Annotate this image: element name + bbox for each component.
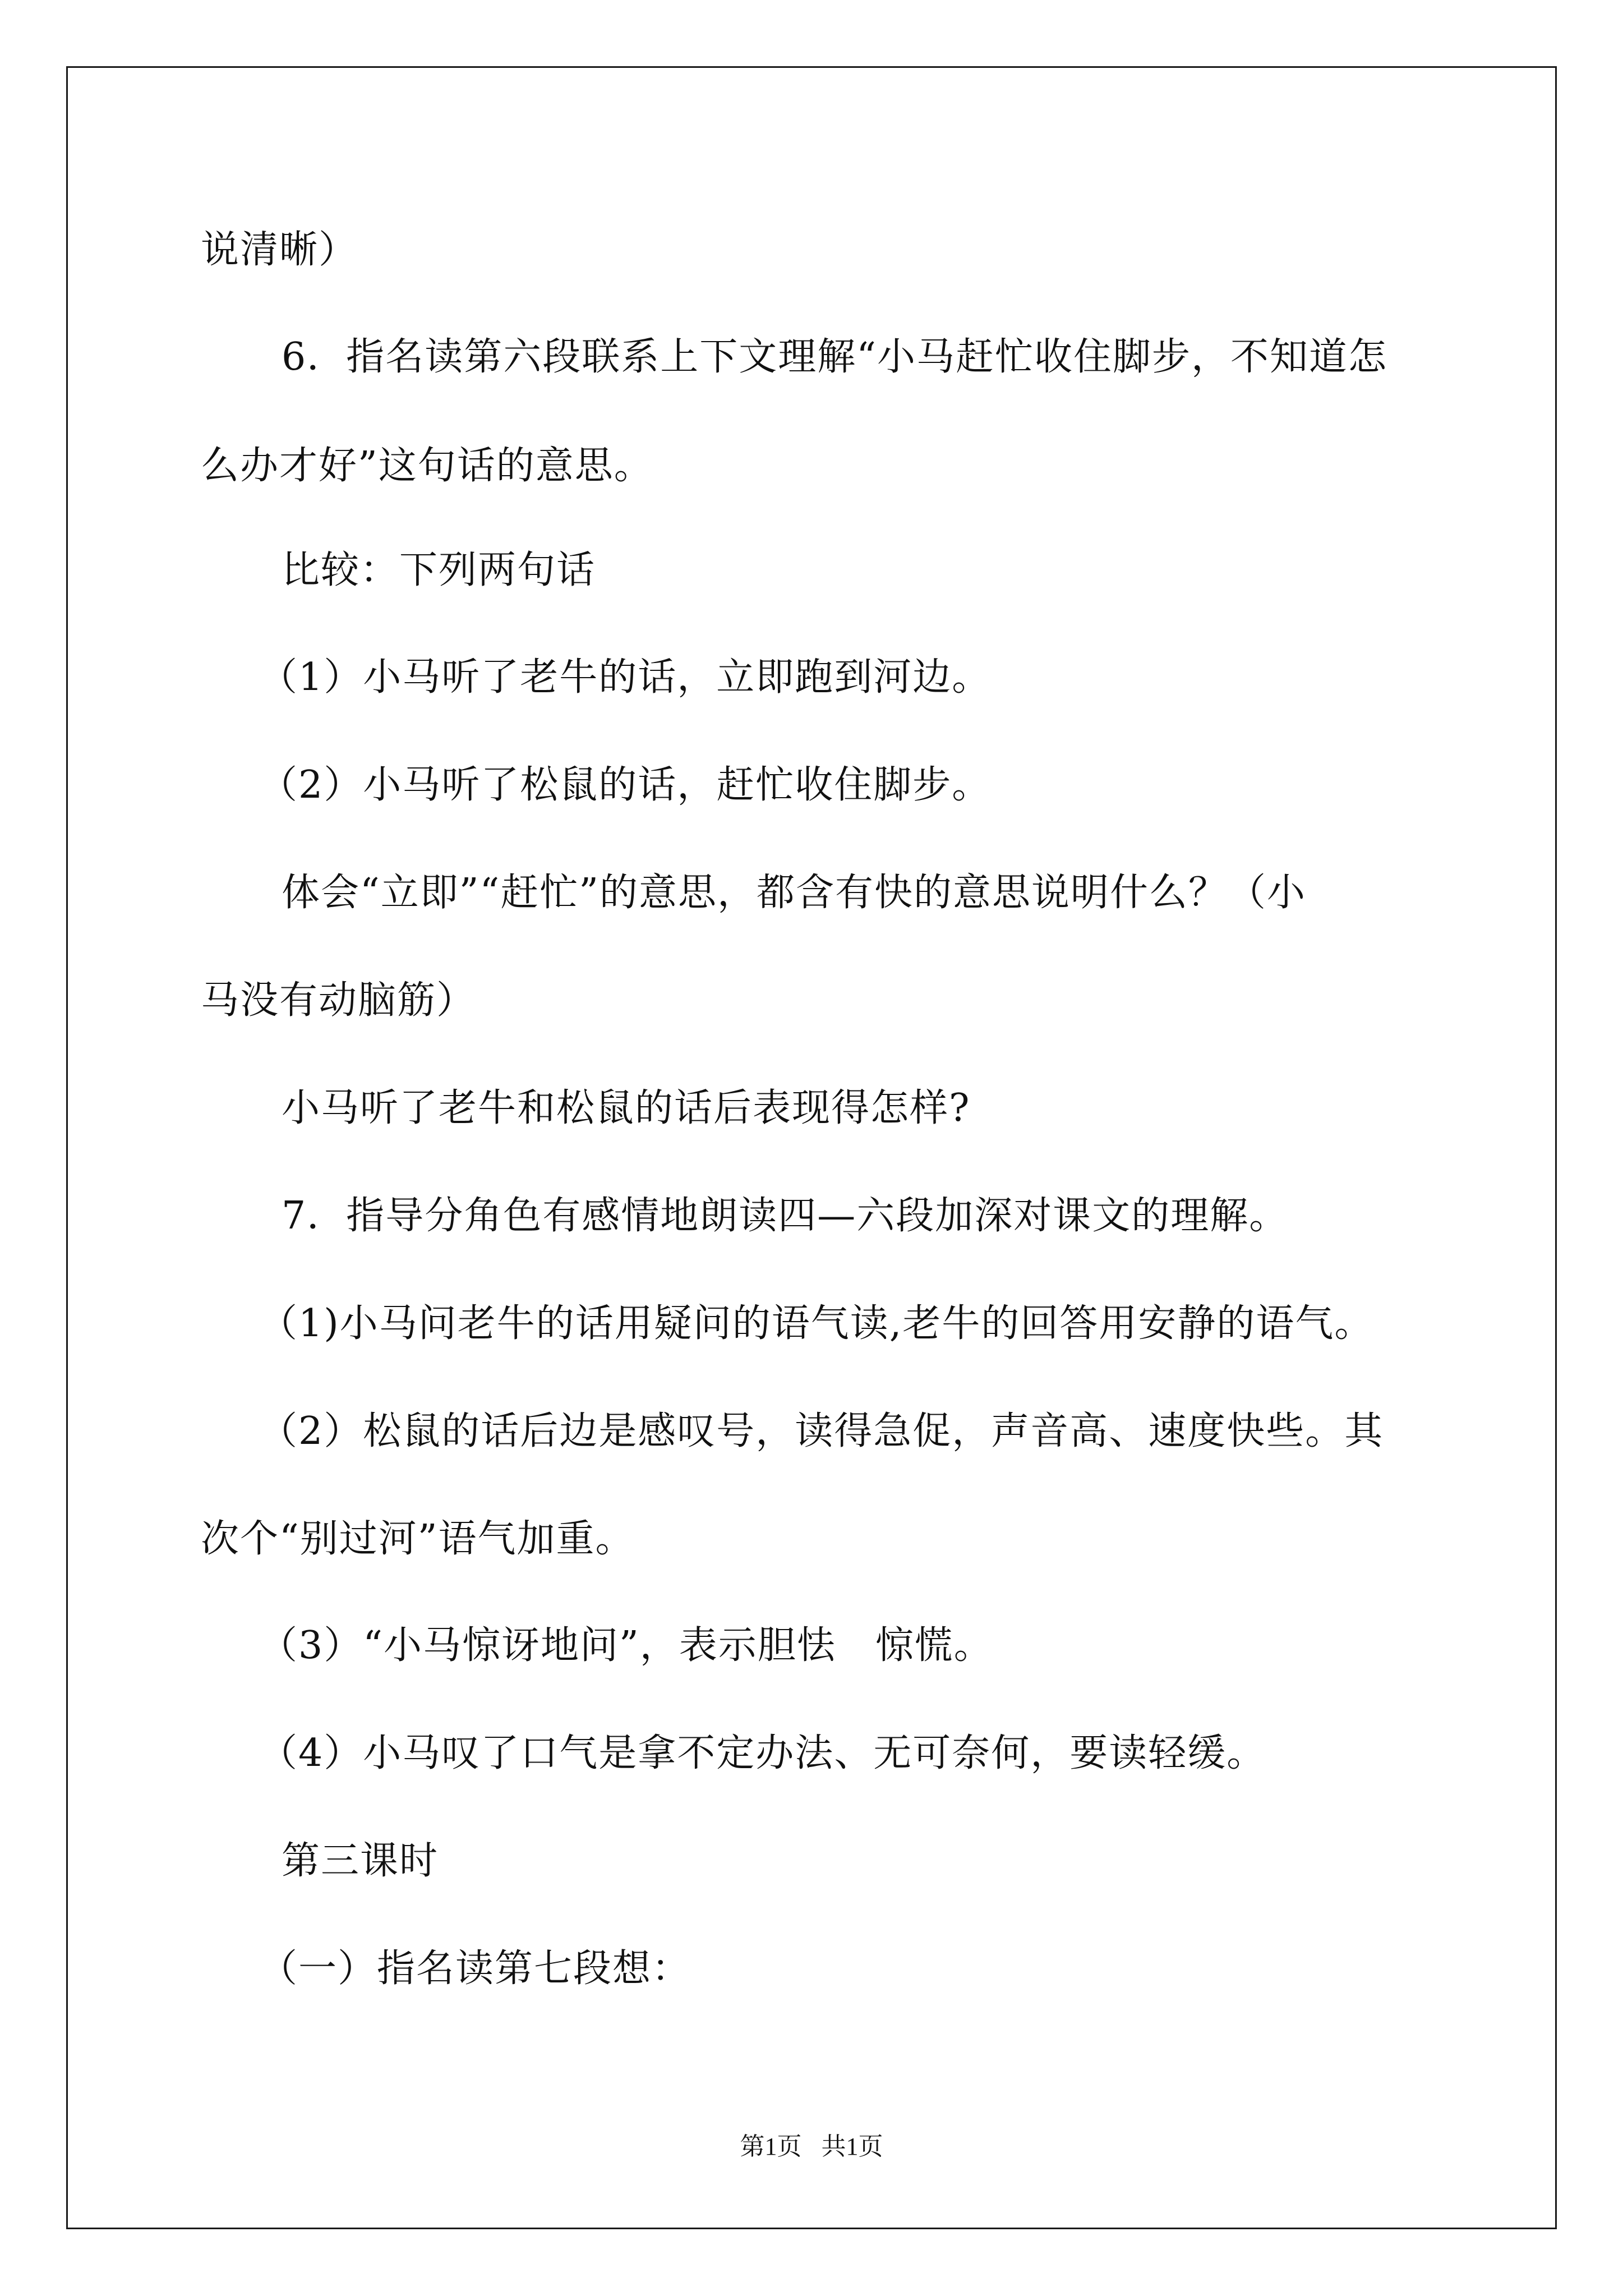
text-line-8: 马没有动脑筋） (201, 978, 476, 1023)
page-number: 第1页 (740, 2133, 802, 2160)
text-line-14: （3）“小马惊讶地问”，表示胆怯 惊慌。 (259, 1623, 993, 1668)
page-border (66, 66, 1557, 2229)
text-line-10: 7．指导分角色有感情地朗读四—六段加深对课文的理解。 (282, 1194, 1289, 1238)
text-line-17: （一）指名读第七段想： (259, 1947, 691, 1991)
text-line-12: （2）松鼠的话后边是感叹号，读得急促，声音高、速度快些。其 (259, 1409, 1384, 1453)
page-total: 共1页 (821, 2133, 883, 2160)
text-line-2: 6．指名读第六段联系上下文理解“小马赶忙收住脚步，不知道怎 (282, 335, 1388, 379)
text-line-13: 次个“别过河”语气加重。 (201, 1517, 635, 1561)
text-line-16: 第三课时 (282, 1839, 439, 1883)
page-footer (0, 2134, 1623, 2159)
text-line-1: 说清晰） (201, 228, 358, 272)
text-line-6: （2）小马听了松鼠的话，赶忙收住脚步。 (259, 763, 992, 807)
text-line-15: （4）小马叹了口气是拿不定办法、无可奈何，要读轻缓。 (259, 1731, 1266, 1775)
text-line-11: （1)小马问老牛的话用疑问的语气读,老牛的回答用安静的语气。 (259, 1301, 1374, 1346)
text-line-3: 么办才好”这句话的意思。 (201, 444, 653, 488)
text-line-4: 比较：下列两句话 (282, 548, 596, 592)
text-line-7: 体会“立即”“赶忙”的意思，都含有快的意思说明什么？（小 (282, 871, 1307, 915)
text-line-5: （1）小马听了老牛的话，立即跑到河边。 (259, 655, 992, 700)
text-line-9: 小马听了老牛和松鼠的话后表现得怎样? (282, 1086, 971, 1130)
